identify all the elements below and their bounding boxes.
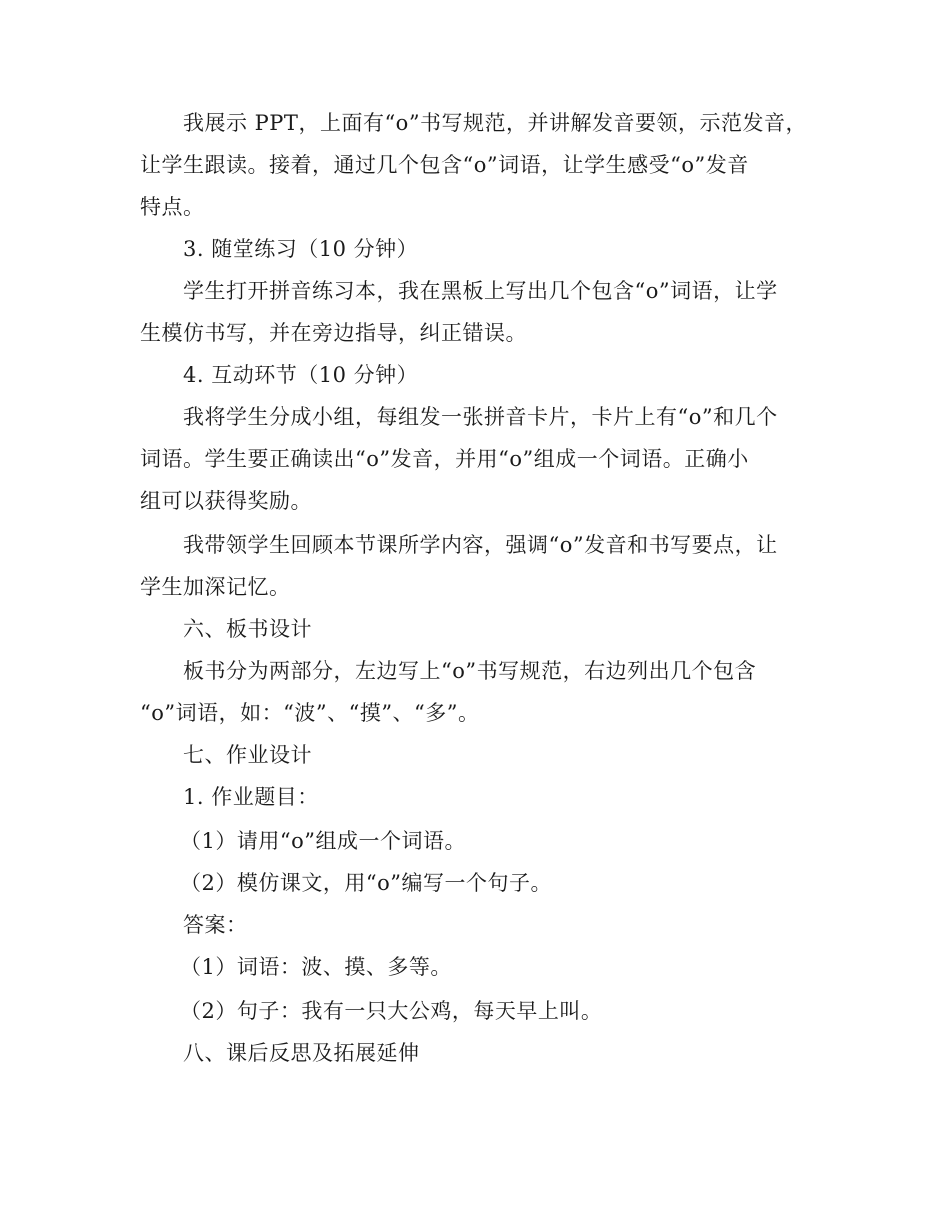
paragraph-line: 板书分为两部分，左边写上“o”书写规范，右边列出几个包含 — [183, 659, 757, 683]
paragraph-line: 让学生跟读。接着，通过几个包含“o”词语，让学生感受“o”发音 — [140, 153, 749, 177]
list-item: （2）模仿课文，用“o”编写一个句子。 — [180, 871, 552, 895]
paragraph-line: “o”词语，如：“波”、“摸”、“多”。 — [140, 701, 480, 725]
paragraph-line: 词语。学生要正确读出“o”发音，并用“o”组成一个词语。正确小 — [140, 447, 749, 471]
paragraph-line: 学生加深记忆。 — [140, 575, 291, 599]
list-item: （2）句子：我有一只大公鸡，每天早上叫。 — [180, 999, 603, 1023]
paragraph-line: 特点。 — [140, 195, 205, 219]
list-item: （1）请用“o”组成一个词语。 — [180, 829, 466, 853]
list-item: （1）词语：波、摸、多等。 — [180, 955, 452, 979]
paragraph-line: 我展示 PPT，上面有“o”书写规范，并讲解发音要领，示范发音， — [183, 111, 808, 135]
section-heading: 六、板书设计 — [183, 617, 312, 641]
paragraph-line: 学生打开拼音练习本，我在黑板上写出几个包含“o”词语，让学 — [183, 279, 778, 303]
paragraph-line: 组可以获得奖励。 — [140, 489, 312, 513]
answer-heading: 答案： — [183, 913, 248, 937]
paragraph-line: 生模仿书写，并在旁边指导，纠正错误。 — [140, 321, 527, 345]
list-item: 1. 作业题目： — [183, 785, 319, 809]
section-heading: 七、作业设计 — [183, 743, 312, 767]
paragraph-line: 我带领学生回顾本节课所学内容，强调“o”发音和书写要点，让 — [183, 533, 778, 557]
paragraph-line: 我将学生分成小组，每组发一张拼音卡片，卡片上有“o”和几个 — [183, 405, 778, 429]
section-heading: 4. 互动环节（10 分钟） — [183, 363, 419, 387]
section-heading: 3. 随堂练习（10 分钟） — [183, 237, 419, 261]
section-heading: 八、课后反思及拓展延伸 — [183, 1041, 420, 1065]
